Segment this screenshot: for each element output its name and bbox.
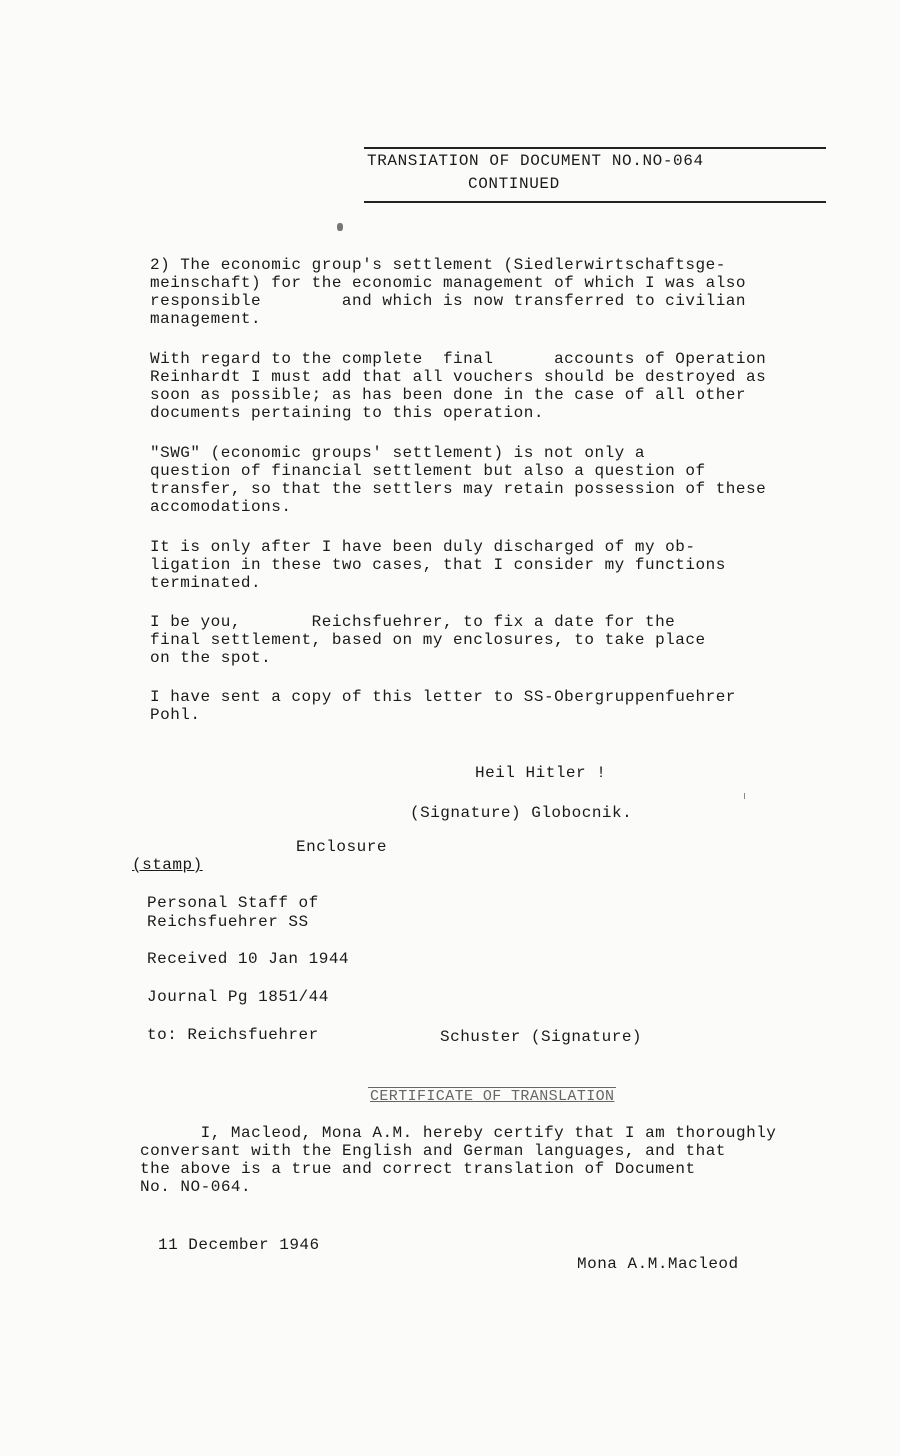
certificate-title: CERTIFICATE OF TRANSLATION (370, 1088, 615, 1105)
text-line: management. (150, 310, 262, 328)
stamp-office-line-2: Reichsfuehrer SS (147, 913, 309, 931)
header-top-rule (364, 147, 826, 149)
ink-mark (337, 223, 343, 231)
salutation: Heil Hitler ! (475, 764, 607, 782)
stamp-journal-number: Journal Pg 1851/44 (147, 988, 329, 1006)
paragraph-obligation (150, 538, 850, 592)
paragraph-copy (150, 688, 850, 724)
text-line: final settlement, based on my enclosures, to take place (150, 631, 706, 649)
paragraph-settlement (150, 256, 850, 328)
text-line: ligation in these two cases, that I consider my functions (150, 556, 726, 574)
signature-line: (Signature) Globocnik. (410, 804, 633, 822)
text-line: documents pertaining to this operation. (150, 404, 544, 422)
paragraph-request (150, 613, 850, 667)
paragraph-final-accounts (150, 350, 850, 422)
text-line: meinschaft) for the economic management of which I was also (150, 274, 746, 292)
text-line: terminated. (150, 574, 262, 592)
text-line: I, Macleod, Mona A.M. hereby certify that I am thoroughly (140, 1124, 777, 1142)
text-line: I be you, Reichsfuehrer, to fix a date for the (150, 613, 676, 631)
enclosure-label: Enclosure (296, 838, 387, 856)
text-line: No. NO-064. (140, 1178, 252, 1196)
text-line: the above is a true and correct translation of Document (140, 1160, 696, 1178)
text-line: "SWG" (economic groups' settlement) is not only a (150, 444, 645, 462)
stamp-recipient: to: Reichsfuehrer (147, 1026, 319, 1044)
text-line: With regard to the complete final accounts of Operation (150, 350, 767, 368)
text-line: It is only after I have been duly discharged of my ob- (150, 538, 696, 556)
text-line: transfer, so that the settlers may retain possession of these (150, 480, 767, 498)
translator-signature: Mona A.M.Macleod (577, 1255, 739, 1273)
text-line: question of financial settlement but also a question of (150, 462, 706, 480)
text-line: accomodations. (150, 498, 292, 516)
text-line: I have sent a copy of this letter to SS-Obergruppenfuehrer (150, 688, 736, 706)
text-line: Pohl. (150, 706, 201, 724)
text-line: responsible and which is now transferred to civilian (150, 292, 746, 310)
text-line: soon as possible; as has been done in the case of all other (150, 386, 746, 404)
document-title: TRANSIATION OF DOCUMENT NO.NO-064 (367, 152, 704, 170)
text-line: Reinhardt I must add that all vouchers should be destroyed as (150, 368, 767, 386)
paragraph-swg (150, 444, 850, 516)
stray-mark (744, 793, 745, 799)
text-line: on the spot. (150, 649, 272, 667)
certificate-date: 11 December 1946 (158, 1236, 320, 1254)
text-line: 2) The economic group's settlement (Siedlerwirtschaftsge- (150, 256, 726, 274)
stamp-label: (stamp) (132, 856, 203, 874)
text-line: conversant with the English and German languages, and that (140, 1142, 726, 1160)
header-bottom-rule (364, 201, 826, 203)
stamp-received-date: Received 10 Jan 1944 (147, 950, 350, 968)
stamp-office-line-1: Personal Staff of (147, 894, 319, 912)
stamp-signer: Schuster (Signature) (440, 1028, 643, 1046)
certificate-body (140, 1124, 870, 1196)
document-subtitle: CONTINUED (468, 175, 560, 193)
